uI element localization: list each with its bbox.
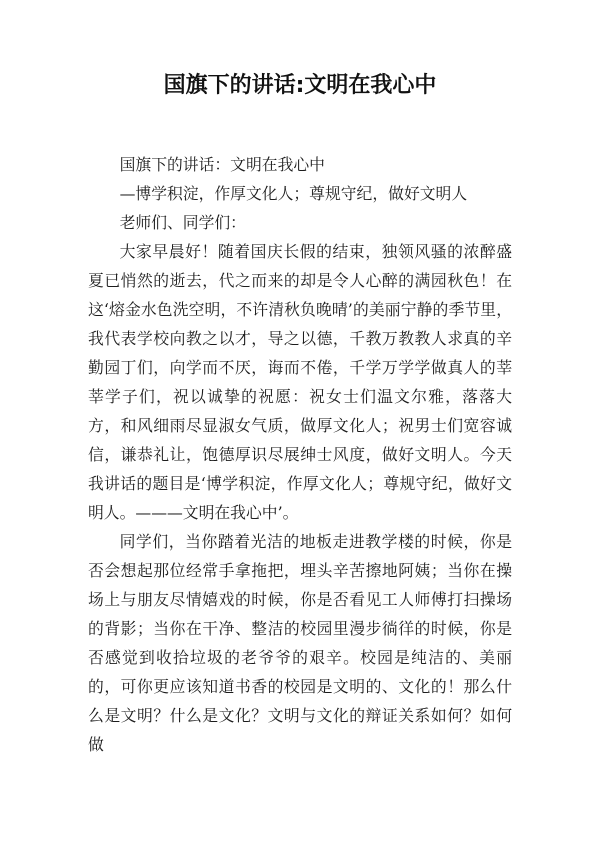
paragraph-heading-repeat: 国旗下的讲话：文明在我心中	[119, 155, 325, 174]
paragraph-campus: 同学们，当你踏着光洁的地板走进教学楼的时候，你是否会想起那位经常手拿拖把，埋头辛苦擦地阿姨；当你在操场上与朋友尽情嬉戏的时候，你是否看见工人师傅打扫操场的背影；当你在干净、整洁的校园里漫步徜徉的时候，你是否感觉到收拾垃圾的老爷爷的艰辛。校园是纯洁的、美丽的，可你更应该知道书香的校园是文明的、文化的！那么什么是文明？什么是文化？文明与文化的辩证关系如何？如何做	[88, 532, 512, 754]
paragraph-salutation: 老师们、同学们：	[119, 213, 246, 232]
document-body	[88, 150, 512, 759]
paragraph-greeting: 大家早晨好！随着国庆长假的结束，独领风骚的浓醉盛夏已悄然的逝去，代之而来的却是令人心醉的满园秋色！在这‘熔金水色洗空明，不许清秋负晚晴’的美丽宁静的季节里，我代表学校向教之以才，导之以德，千教万教教人求真的辛勤园丁们，向学而不厌，诲而不倦，千学万学学做真人的莘莘学子们，祝以诚挚的祝愿：祝女士们温文尔雅，落落大方，和风细雨尽显淑女气质，做厚文化人；祝男士们宽容诚信，谦恭礼让，饱德厚识尽展绅士风度，做好文明人。今天我讲话的题目是‘博学积淀，作厚文化人；尊规守纪，做好文明人。———文明在我心中’。	[88, 242, 512, 522]
document-title: 国旗下的讲话:文明在我心中	[163, 73, 437, 98]
paragraph-subtitle: —博学积淀，作厚文化人；尊规守纪，做好文明人	[119, 184, 468, 203]
